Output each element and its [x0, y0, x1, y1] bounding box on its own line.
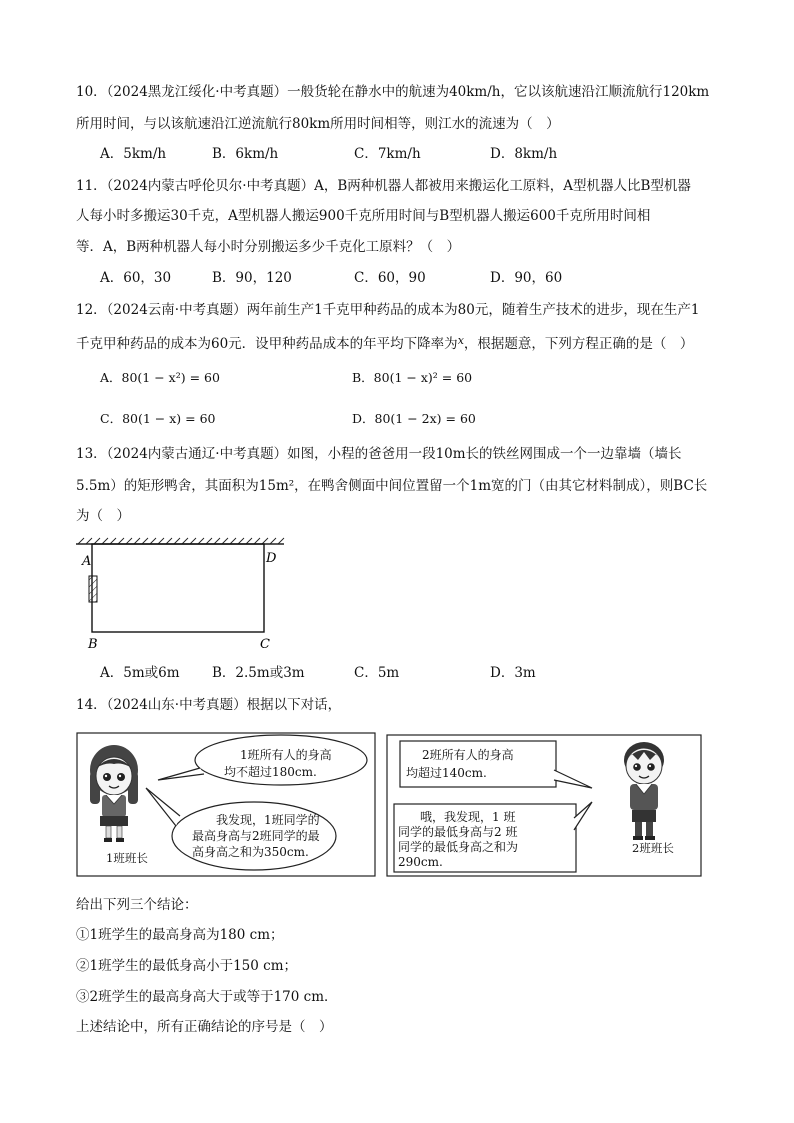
- q10-option-a[interactable]: A．5km/h: [100, 146, 167, 162]
- point-d-label: D: [266, 551, 277, 566]
- q14-conclusion-3: ③2班学生的最高身高大于或等于170 cm．: [76, 989, 338, 1005]
- bubble4-line4: 290cm.: [398, 855, 443, 869]
- q12-option-c[interactable]: C．80(1 − x) = 60: [100, 411, 216, 426]
- girl-label: 1班班长: [106, 851, 148, 865]
- q12-option-d[interactable]: D．80(1 − 2x) = 60: [352, 411, 476, 426]
- q12-line1: 12．（2024云南·中考真题）两年前生产1千克甲种药品的成本为80元，随着生产技术的进步，现在生产1: [76, 302, 700, 318]
- q10-option-d[interactable]: D．8km/h: [490, 146, 558, 162]
- bubble3-line1: 2班所有人的身高: [422, 748, 514, 762]
- q10-line1: 10．（2024黑龙江绥化·中考真题）一般货轮在静水中的航速为40km/h，它以该航速沿江顺流航行120km: [76, 84, 710, 100]
- bubble1-line1: 1班所有人的身高: [240, 748, 332, 762]
- q11-option-d[interactable]: D．90，60: [490, 270, 563, 286]
- wall-hatching: [76, 538, 284, 544]
- q14-intro: 给出下列三个结论：: [76, 897, 198, 913]
- shed-door: [89, 576, 97, 602]
- q13-option-d[interactable]: D．3m: [490, 665, 536, 681]
- q12-line2-b: ，根据题意，下列方程正确的是（ ）: [463, 336, 694, 352]
- bubble3-line2: 均超过140cm.: [406, 766, 487, 780]
- q11-line3: 等．A，B两种机器人每小时分别搬运多少千克化工原料？（ ）: [76, 239, 461, 255]
- q11-option-c[interactable]: C．60，90: [354, 270, 426, 286]
- duck-shed-figure: [70, 535, 290, 655]
- q13-option-c[interactable]: C．5m: [354, 665, 400, 681]
- q11-line1: 11．（2024内蒙古呼伦贝尔·中考真题）A，B两种机器人都被用来搬运化工原料，A型机器人比B型机器: [76, 178, 691, 194]
- boy-label: 2班班长: [632, 841, 674, 855]
- q12-variable: x: [457, 334, 464, 347]
- bubble4-line3: 同学的最低身高之和为: [398, 840, 519, 854]
- bubble4-line1: 哦，我发现，1 班: [420, 810, 516, 824]
- q12-line2-a: 千克甲种药品的成本为60元．设甲种药品成本的年平均下降率为: [76, 336, 458, 352]
- q13-option-a[interactable]: A．5m或6m: [100, 665, 180, 681]
- q10-option-c[interactable]: C．7km/h: [354, 146, 421, 162]
- point-a-label: A: [82, 554, 92, 569]
- q13-option-b[interactable]: B．2.5m或3m: [212, 665, 305, 681]
- q13-line1: 13．（2024内蒙古通辽·中考真题）如图，小程的爸爸用一段10m长的铁丝网围成一个一边靠墙（墙长: [76, 446, 682, 462]
- dialogue-figure: [76, 732, 716, 882]
- bubble2-line1: 我发现，1班同学的: [216, 813, 320, 827]
- q13-line3: 为（ ）: [76, 508, 130, 524]
- q10-option-b[interactable]: B．6km/h: [212, 146, 279, 162]
- q12-option-a[interactable]: A．80(1 − x²) = 60: [100, 370, 220, 385]
- bubble2-line2: 最高身高与2班同学的最: [192, 829, 320, 843]
- shed-rectangle: [92, 544, 264, 632]
- q14-conclusion-1: ①1班学生的最高身高为180 cm；: [76, 927, 284, 943]
- q14-line1: 14．（2024山东·中考真题）根据以下对话，: [76, 697, 342, 713]
- q11-line2: 人每小时多搬运30千克，A型机器人搬运900千克所用时间与B型机器人搬运600千克所用时间相: [76, 208, 651, 224]
- q11-option-b[interactable]: B．90，120: [212, 270, 292, 286]
- bubble2-line3: 高身高之和为350cm.: [192, 845, 309, 859]
- q10-line2: 所用时间，与以该航速沿江逆流航行80km所用时间相等，则江水的流速为（ ）: [76, 116, 560, 132]
- q13-line2: 5.5m）的矩形鸭舍，其面积为15m²，在鸭舍侧面中间位置留一个1m宽的门（由其它材料制成），则BC长: [76, 478, 708, 494]
- q14-conclusion-2: ②1班学生的最低身高小于150 cm；: [76, 958, 298, 974]
- bubble4-line2: 同学的最低身高与2 班: [398, 825, 518, 839]
- point-c-label: C: [260, 637, 270, 652]
- q12-option-b[interactable]: B．80(1 − x)² = 60: [352, 370, 473, 385]
- q11-option-a[interactable]: A．60，30: [100, 270, 172, 286]
- q14-question: 上述结论中，所有正确结论的序号是（ ）: [76, 1019, 333, 1035]
- girl-monitor-illustration: [90, 745, 138, 842]
- point-b-label: B: [88, 637, 98, 652]
- q12-line2: [76, 331, 693, 354]
- boy-monitor-illustration: [624, 742, 664, 840]
- bubble1-line2: 均不超过180cm.: [224, 765, 317, 779]
